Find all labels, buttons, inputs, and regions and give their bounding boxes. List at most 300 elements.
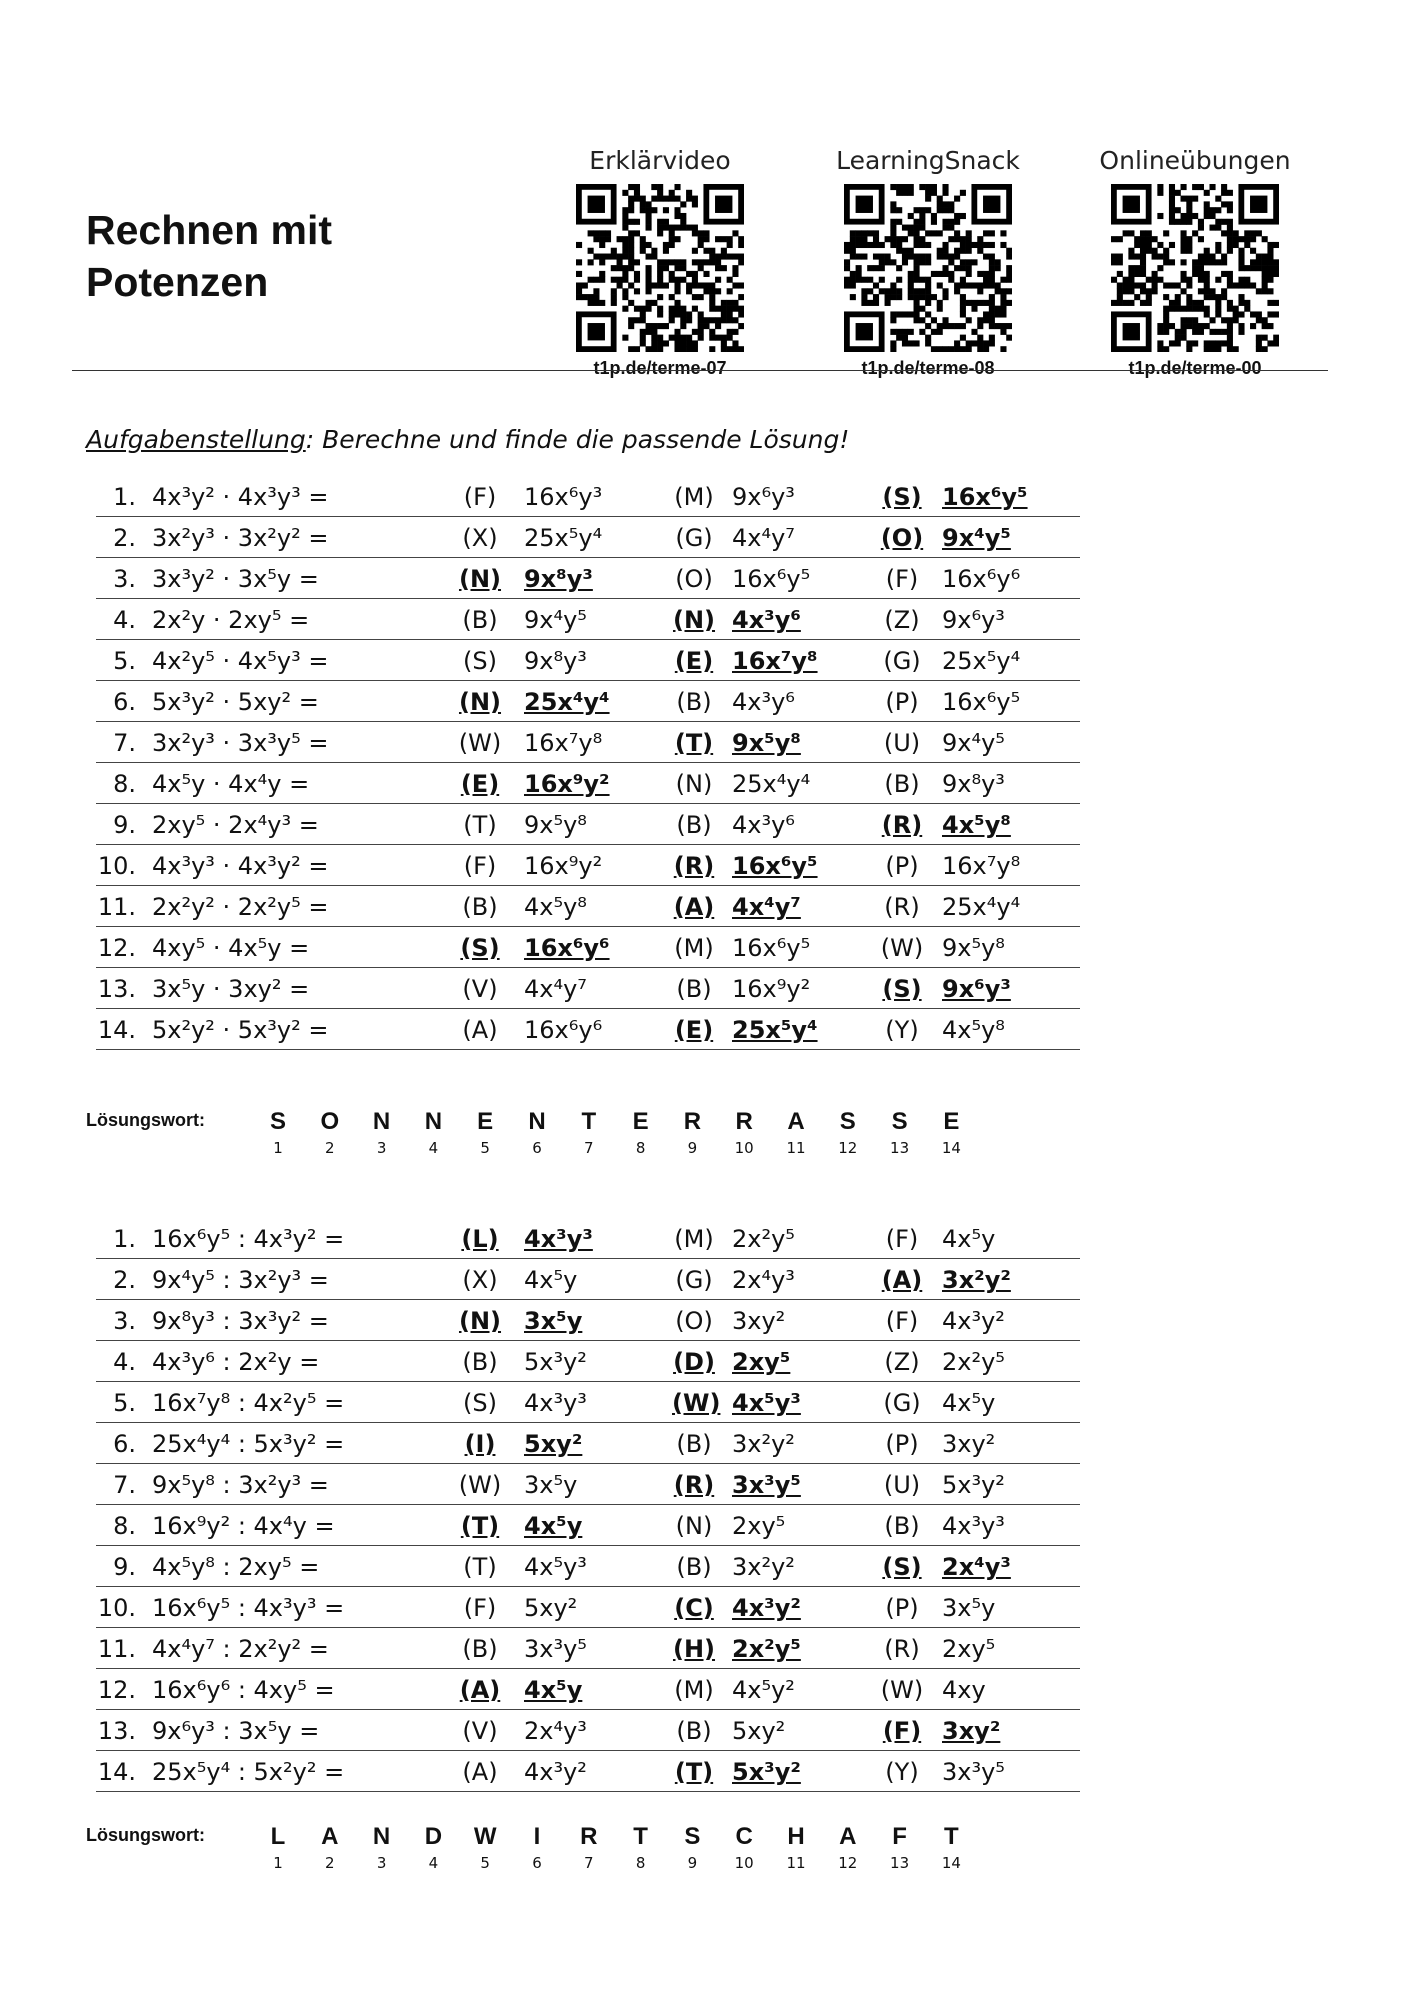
exercise-row xyxy=(96,968,1080,1009)
answer-value[interactable]: 4x⁵y³ xyxy=(524,1553,587,1581)
exercise-row xyxy=(96,1546,1080,1587)
answer-letter[interactable]: (H) xyxy=(672,1635,716,1663)
exercise-expression: 4x⁵y⁸ : 2xy⁵ = xyxy=(152,1553,320,1581)
answer-value[interactable]: 3x⁵y xyxy=(942,1594,996,1622)
solution-letter: A xyxy=(839,1823,857,1850)
exercise-number: 9. xyxy=(113,811,136,839)
qr-label: Onlineübungen xyxy=(1099,146,1291,175)
exercise-number: 3. xyxy=(113,1307,136,1335)
solution-index: 7 xyxy=(584,1854,594,1872)
exercise-expression: 9x⁴y⁵ : 3x²y³ = xyxy=(152,1266,329,1294)
answer-letter[interactable]: (R) xyxy=(673,852,715,880)
answer-value[interactable]: 9x⁴y⁵ xyxy=(524,606,587,634)
answer-value[interactable]: 3x²y² xyxy=(732,1430,795,1458)
solution-cell xyxy=(367,1823,397,1872)
answer-value[interactable]: 2xy⁵ xyxy=(732,1348,791,1376)
exercise-number: 8. xyxy=(113,770,136,798)
answer-letter[interactable]: (N) xyxy=(458,688,502,716)
answer-value[interactable]: 9x⁶y³ xyxy=(942,606,1005,634)
answer-letter[interactable]: (B) xyxy=(676,1553,712,1581)
header-divider xyxy=(72,370,1328,371)
exercise-number: 14. xyxy=(97,1758,136,1786)
exercise-expression: 25x⁵y⁴ : 5x²y² = xyxy=(152,1758,345,1786)
solution-cell xyxy=(367,1108,397,1157)
answer-value[interactable]: 25x⁴y⁴ xyxy=(732,770,811,798)
answer-value[interactable]: 3x³y⁵ xyxy=(524,1635,587,1663)
exercise-number: 4. xyxy=(113,606,136,634)
answer-value[interactable]: 16x⁶y⁶ xyxy=(524,1016,603,1044)
answer-value[interactable]: 16x⁶y³ xyxy=(524,483,603,511)
solution-cell xyxy=(885,1108,915,1157)
answer-value[interactable]: 16x⁶y⁶ xyxy=(524,934,610,962)
solution-index: 6 xyxy=(532,1139,542,1157)
answer-value[interactable]: 9x⁵y⁸ xyxy=(942,934,1005,962)
exercise-expression: 4x²y⁵ · 4x⁵y³ = xyxy=(152,647,329,675)
exercise-row xyxy=(96,640,1080,681)
solution-letter: S xyxy=(839,1108,856,1135)
answer-value[interactable]: 25x⁴y⁴ xyxy=(942,893,1021,921)
solution-letter: D xyxy=(424,1823,443,1850)
answer-letter[interactable]: (L) xyxy=(461,1225,499,1253)
answer-value[interactable]: 2x²y⁵ xyxy=(732,1225,795,1253)
solution-cell xyxy=(522,1108,552,1157)
solution-cell xyxy=(729,1108,759,1157)
answer-value[interactable]: 2x²y⁵ xyxy=(942,1348,1005,1376)
answer-value[interactable]: 16x⁶y⁵ xyxy=(732,565,811,593)
exercise-row xyxy=(96,1628,1080,1669)
solution-letter: W xyxy=(473,1823,497,1850)
exercise-row xyxy=(96,1009,1080,1050)
solution-letter: I xyxy=(533,1823,541,1850)
answer-letter[interactable]: (Z) xyxy=(884,1348,920,1376)
answer-letter[interactable]: (U) xyxy=(883,1471,921,1499)
exercise-expression: 4xy⁵ · 4x⁵y = xyxy=(152,934,310,962)
answer-letter[interactable]: (E) xyxy=(674,1016,714,1044)
exercise-expression: 4x³y⁶ : 2x²y = xyxy=(152,1348,320,1376)
answer-letter[interactable]: (O) xyxy=(675,565,713,593)
solution-letter: A xyxy=(321,1823,339,1850)
answer-letter[interactable]: (B) xyxy=(462,606,498,634)
qr-code-icon xyxy=(576,184,744,352)
answer-value[interactable]: 9x⁸y³ xyxy=(942,770,1005,798)
answer-letter[interactable]: (P) xyxy=(885,688,919,716)
answer-value[interactable]: 16x⁶y⁵ xyxy=(732,852,818,880)
answer-value[interactable]: 4x⁵y⁸ xyxy=(524,893,587,921)
answer-letter[interactable]: (B) xyxy=(676,811,712,839)
answer-letter[interactable]: (N) xyxy=(672,606,716,634)
solution-label: Lösungswort: xyxy=(86,1825,205,1845)
answer-value[interactable]: 2x⁴y³ xyxy=(524,1717,587,1745)
answer-letter[interactable]: (S) xyxy=(463,1389,497,1417)
exercise-expression: 16x⁷y⁸ : 4x²y⁵ = xyxy=(152,1389,345,1417)
exercise-number: 3. xyxy=(113,565,136,593)
answer-value[interactable]: 9x⁴y⁵ xyxy=(942,729,1005,757)
answer-value[interactable]: 16x⁹y² xyxy=(524,852,603,880)
answer-letter[interactable]: (B) xyxy=(462,893,498,921)
answer-value[interactable]: 4x⁵y xyxy=(524,1512,583,1540)
answer-letter[interactable]: (R) xyxy=(881,811,923,839)
answer-letter[interactable]: (G) xyxy=(883,647,921,675)
exercise-row xyxy=(96,558,1080,599)
solution-index: 5 xyxy=(480,1139,490,1157)
exercise-number: 1. xyxy=(113,1225,136,1253)
answer-value[interactable]: 16x⁶y⁵ xyxy=(942,483,1028,511)
qr-url[interactable]: t1p.de/terme-08 xyxy=(861,358,995,378)
solution-letter: N xyxy=(372,1108,391,1135)
solution-cell xyxy=(263,1823,293,1872)
answer-letter[interactable]: (A) xyxy=(459,1676,501,1704)
answer-letter[interactable]: (Y) xyxy=(885,1758,919,1786)
answer-value[interactable]: 3xy² xyxy=(732,1307,786,1335)
solution-cell xyxy=(781,1108,811,1157)
answer-letter[interactable]: (E) xyxy=(674,647,714,675)
answer-letter[interactable]: (N) xyxy=(458,1307,502,1335)
solution-index: 9 xyxy=(687,1854,698,1872)
answer-letter[interactable]: (N) xyxy=(458,565,502,593)
solution-cell xyxy=(936,1823,966,1872)
page-title xyxy=(86,204,332,308)
answer-letter[interactable]: (A) xyxy=(881,1266,923,1294)
qr-url[interactable]: t1p.de/terme-07 xyxy=(593,358,727,378)
answer-letter[interactable]: (G) xyxy=(675,1266,713,1294)
exercise-expression: 25x⁴y⁴ : 5x³y² = xyxy=(152,1430,345,1458)
answer-value[interactable]: 4x³y³ xyxy=(524,1225,593,1253)
solution-cell xyxy=(626,1108,656,1157)
solution-cell xyxy=(418,1823,448,1872)
exercise-expression: 16x⁶y⁵ : 4x³y³ = xyxy=(152,1594,345,1622)
answer-letter[interactable]: (X) xyxy=(462,524,498,552)
answer-letter[interactable]: (G) xyxy=(675,524,713,552)
answer-letter[interactable]: (O) xyxy=(880,524,924,552)
answer-letter[interactable]: (R) xyxy=(673,1471,715,1499)
answer-letter[interactable]: (E) xyxy=(460,770,500,798)
exercise-number: 8. xyxy=(113,1512,136,1540)
answer-value[interactable]: 2x⁴y³ xyxy=(942,1553,1011,1581)
answer-letter[interactable]: (B) xyxy=(884,1512,920,1540)
answer-value[interactable]: 4x⁴y⁷ xyxy=(732,893,801,921)
answer-value[interactable]: 2xy⁵ xyxy=(942,1635,996,1663)
answer-value[interactable]: 5x³y² xyxy=(524,1348,587,1376)
solution-letter: F xyxy=(892,1823,907,1850)
answer-letter[interactable]: (M) xyxy=(674,1225,714,1253)
answer-value[interactable]: 4x⁵y xyxy=(524,1266,578,1294)
answer-value[interactable]: 4x³y⁶ xyxy=(732,688,795,716)
solution-letter: T xyxy=(633,1823,648,1850)
answer-value[interactable]: 2xy⁵ xyxy=(732,1512,786,1540)
answer-letter[interactable]: (M) xyxy=(674,934,714,962)
answer-value[interactable]: 2x⁴y³ xyxy=(732,1266,795,1294)
exercise-table-division xyxy=(96,1218,1080,1792)
exercise-expression: 4x³y³ · 4x³y² = xyxy=(152,852,329,880)
exercise-row xyxy=(96,1751,1080,1792)
answer-letter[interactable]: (B) xyxy=(462,1348,498,1376)
answer-letter[interactable]: (T) xyxy=(674,729,714,757)
exercise-number: 13. xyxy=(97,975,136,1003)
answer-value[interactable]: 3xy² xyxy=(942,1717,1001,1745)
answer-letter[interactable]: (F) xyxy=(885,1307,919,1335)
answer-letter[interactable]: (P) xyxy=(885,852,919,880)
solution-letter: S xyxy=(684,1823,701,1850)
answer-letter[interactable]: (S) xyxy=(882,975,922,1003)
solution-index: 10 xyxy=(734,1854,754,1872)
answer-letter[interactable]: (I) xyxy=(464,1430,496,1458)
answer-letter[interactable]: (U) xyxy=(883,729,921,757)
answer-letter[interactable]: (F) xyxy=(463,852,497,880)
answer-value[interactable]: 3x³y⁵ xyxy=(732,1471,801,1499)
exercise-expression: 9x⁵y⁸ : 3x²y³ = xyxy=(152,1471,329,1499)
answer-value[interactable]: 25x⁵y⁴ xyxy=(732,1016,818,1044)
solution-cell xyxy=(315,1108,345,1157)
answer-letter[interactable]: (P) xyxy=(885,1430,919,1458)
answer-letter[interactable]: (P) xyxy=(885,1594,919,1622)
answer-letter[interactable]: (C) xyxy=(674,1594,714,1622)
exercise-row xyxy=(96,1341,1080,1382)
answer-letter[interactable]: (W) xyxy=(458,729,502,757)
exercise-row xyxy=(96,763,1080,804)
answer-value[interactable]: 4x⁵y xyxy=(942,1389,996,1417)
answer-value[interactable]: 3x⁵y xyxy=(524,1307,583,1335)
answer-value[interactable]: 4x³y⁶ xyxy=(732,811,795,839)
answer-value[interactable]: 3x³y⁵ xyxy=(942,1758,1005,1786)
exercise-row xyxy=(96,1423,1080,1464)
solution-letter: T xyxy=(581,1108,597,1135)
solution-letter: R xyxy=(735,1108,753,1135)
answer-value[interactable]: 16x⁹y² xyxy=(524,770,610,798)
exercise-expression: 16x⁶y⁵ : 4x³y² = xyxy=(152,1225,345,1253)
answer-value[interactable]: 4x⁵y³ xyxy=(732,1389,801,1417)
answer-letter[interactable]: (T) xyxy=(674,1758,714,1786)
solution-index: 3 xyxy=(376,1139,387,1157)
solution-letter: H xyxy=(787,1823,805,1850)
solution-index: 3 xyxy=(376,1854,387,1872)
answer-value[interactable]: 9x⁴y⁵ xyxy=(942,524,1011,552)
answer-value[interactable]: 4x⁵y² xyxy=(732,1676,795,1704)
answer-letter[interactable]: (Y) xyxy=(885,1016,919,1044)
solution-letter: S xyxy=(891,1108,908,1135)
answer-letter[interactable]: (M) xyxy=(674,1676,714,1704)
solution-cell xyxy=(263,1108,293,1157)
answer-value[interactable]: 4x⁵y xyxy=(524,1676,583,1704)
answer-value[interactable]: 3x⁵y xyxy=(524,1471,578,1499)
exercise-row xyxy=(96,1505,1080,1546)
answer-value[interactable]: 4x⁵y xyxy=(942,1225,996,1253)
answer-value[interactable]: 5xy² xyxy=(524,1594,578,1622)
answer-letter[interactable]: (F) xyxy=(463,483,497,511)
answer-letter[interactable]: (W) xyxy=(672,1389,721,1417)
answer-letter[interactable]: (D) xyxy=(673,1348,715,1376)
answer-letter[interactable]: (W) xyxy=(458,1471,502,1499)
solution-cell xyxy=(574,1823,604,1872)
solution-cell xyxy=(677,1108,707,1157)
exercise-row xyxy=(96,927,1080,968)
solution-cell xyxy=(833,1108,863,1157)
answer-value[interactable]: 5x³y² xyxy=(942,1471,1005,1499)
answer-value[interactable]: 9x⁵y⁸ xyxy=(524,811,587,839)
solution-letter: E xyxy=(477,1108,494,1135)
solution-index: 2 xyxy=(325,1139,335,1157)
answer-letter[interactable]: (B) xyxy=(676,975,712,1003)
solution-letter: C xyxy=(735,1823,753,1850)
solution-letter: S xyxy=(269,1108,286,1135)
solution-letter: L xyxy=(270,1823,286,1850)
answer-letter[interactable]: (W) xyxy=(880,934,924,962)
answer-value[interactable]: 4x⁵y⁸ xyxy=(942,1016,1005,1044)
exercise-number: 9. xyxy=(113,1553,136,1581)
answer-letter[interactable]: (R) xyxy=(884,893,920,921)
answer-value[interactable]: 4x³y³ xyxy=(524,1389,587,1417)
answer-letter[interactable]: (R) xyxy=(884,1635,920,1663)
solution-letter: N xyxy=(424,1108,443,1135)
qr-block-exercises[interactable] xyxy=(1080,146,1310,379)
answer-value[interactable]: 4x³y² xyxy=(524,1758,587,1786)
exercise-expression: 3x²y³ · 3x²y² = xyxy=(152,524,329,552)
answer-value[interactable]: 16x⁷y⁸ xyxy=(732,647,818,675)
solution-cell xyxy=(936,1108,966,1157)
exercise-expression: 2x²y² · 2x²y⁵ = xyxy=(152,893,329,921)
exercise-row xyxy=(96,1587,1080,1628)
answer-value[interactable]: 5x³y² xyxy=(732,1758,801,1786)
exercise-number: 11. xyxy=(97,893,136,921)
exercise-row xyxy=(96,1218,1080,1259)
solution-label: Lösungswort: xyxy=(86,1110,205,1130)
answer-value[interactable]: 16x⁹y² xyxy=(732,975,811,1003)
exercise-row xyxy=(96,845,1080,886)
answer-value[interactable]: 16x⁷y⁸ xyxy=(942,852,1021,880)
exercise-row xyxy=(96,1669,1080,1710)
answer-letter[interactable]: (G) xyxy=(883,1389,921,1417)
answer-letter[interactable]: (M) xyxy=(674,483,714,511)
answer-letter[interactable]: (B) xyxy=(676,1430,712,1458)
answer-value[interactable]: 4x³y² xyxy=(732,1594,801,1622)
qr-label: LearningSnack xyxy=(836,146,1020,175)
exercise-number: 5. xyxy=(113,647,136,675)
answer-value[interactable]: 4x⁴y⁷ xyxy=(524,975,587,1003)
answer-value[interactable]: 3xy² xyxy=(942,1430,996,1458)
solution-index: 12 xyxy=(838,1854,858,1872)
answer-letter[interactable]: (S) xyxy=(463,647,497,675)
answer-letter[interactable]: (O) xyxy=(675,1307,713,1335)
answer-letter[interactable]: (V) xyxy=(462,975,498,1003)
answer-letter[interactable]: (T) xyxy=(460,1512,500,1540)
answer-letter[interactable]: (S) xyxy=(882,483,922,511)
answer-value[interactable]: 25x⁵y⁴ xyxy=(524,524,603,552)
answer-value[interactable]: 9x⁶y³ xyxy=(942,975,1011,1003)
solution-letter: E xyxy=(943,1108,960,1135)
answer-letter[interactable]: (A) xyxy=(673,893,715,921)
answer-letter[interactable]: (B) xyxy=(884,770,920,798)
solution-letter: N xyxy=(372,1823,391,1850)
answer-value[interactable]: 5xy² xyxy=(524,1430,583,1458)
solution-cell xyxy=(522,1823,552,1872)
exercise-number: 10. xyxy=(97,1594,136,1622)
answer-letter[interactable]: (N) xyxy=(675,1512,713,1540)
answer-letter[interactable]: (Z) xyxy=(884,606,920,634)
solution-index: 14 xyxy=(941,1854,961,1872)
answer-value[interactable]: 3x²y² xyxy=(732,1553,795,1581)
qr-url[interactable]: t1p.de/terme-00 xyxy=(1128,358,1262,378)
answer-letter[interactable]: (S) xyxy=(460,934,500,962)
task-text: : Berechne und finde die passende Lösung! xyxy=(305,425,850,454)
answer-value[interactable]: 5xy² xyxy=(732,1717,786,1745)
solution-index: 12 xyxy=(838,1139,858,1157)
answer-value[interactable]: 4xy xyxy=(942,1676,986,1704)
answer-letter[interactable]: (F) xyxy=(882,1717,922,1745)
solution-cell xyxy=(781,1823,811,1872)
answer-letter[interactable]: (T) xyxy=(463,1553,497,1581)
exercise-expression: 4x⁴y⁷ : 2x²y² = xyxy=(152,1635,329,1663)
answer-value[interactable]: 9x⁶y³ xyxy=(732,483,795,511)
exercise-expression: 3x²y³ · 3x³y⁵ = xyxy=(152,729,329,757)
answer-letter[interactable]: (A) xyxy=(462,1016,498,1044)
solution-index: 8 xyxy=(635,1854,646,1872)
answer-value[interactable]: 25x⁵y⁴ xyxy=(942,647,1021,675)
answer-value[interactable]: 16x⁶y⁵ xyxy=(732,934,811,962)
answer-value[interactable]: 4x⁵y⁸ xyxy=(942,811,1011,839)
answer-value[interactable]: 4x³y³ xyxy=(942,1512,1005,1540)
solution-cell xyxy=(418,1108,448,1157)
exercise-row xyxy=(96,804,1080,845)
solution-cell xyxy=(574,1108,604,1157)
answer-letter[interactable]: (X) xyxy=(462,1266,498,1294)
answer-value[interactable]: 16x⁶y⁵ xyxy=(942,688,1021,716)
answer-value[interactable]: 4x³y⁶ xyxy=(732,606,801,634)
exercise-number: 5. xyxy=(113,1389,136,1417)
solution-cell xyxy=(729,1823,759,1872)
answer-value[interactable]: 9x⁸y³ xyxy=(524,647,587,675)
solution-cell xyxy=(626,1823,656,1872)
exercise-expression: 9x⁸y³ : 3x³y² = xyxy=(152,1307,329,1335)
qr-block-snack[interactable] xyxy=(813,146,1043,379)
solution-index: 9 xyxy=(687,1139,698,1157)
exercise-row xyxy=(96,722,1080,763)
answer-letter[interactable]: (T) xyxy=(463,811,497,839)
answer-value[interactable]: 25x⁴y⁴ xyxy=(524,688,610,716)
answer-value[interactable]: 3x²y² xyxy=(942,1266,1011,1294)
title-line-1: Rechnen mit xyxy=(86,207,333,253)
answer-value[interactable]: 2x²y⁵ xyxy=(732,1635,801,1663)
answer-value[interactable]: 9x⁵y⁸ xyxy=(732,729,801,757)
answer-value[interactable]: 16x⁶y⁶ xyxy=(942,565,1021,593)
solution-index: 1 xyxy=(273,1854,283,1872)
exercise-number: 13. xyxy=(97,1717,136,1745)
exercise-row xyxy=(96,1710,1080,1751)
answer-letter[interactable]: (F) xyxy=(463,1594,497,1622)
qr-code-icon xyxy=(1111,184,1279,352)
answer-value[interactable]: 4x⁴y⁷ xyxy=(732,524,795,552)
answer-letter[interactable]: (S) xyxy=(882,1553,922,1581)
answer-letter[interactable]: (F) xyxy=(885,1225,919,1253)
solution-cell xyxy=(470,1108,500,1157)
answer-letter[interactable]: (B) xyxy=(462,1635,498,1663)
answer-letter[interactable]: (F) xyxy=(885,565,919,593)
exercise-expression: 3x³y² · 3x⁵y = xyxy=(152,565,319,593)
answer-value[interactable]: 4x³y² xyxy=(942,1307,1005,1335)
exercise-table-multiplication xyxy=(96,476,1080,1050)
answer-letter[interactable]: (V) xyxy=(462,1717,498,1745)
solution-index: 13 xyxy=(890,1139,910,1157)
answer-letter[interactable]: (N) xyxy=(675,770,713,798)
exercise-row xyxy=(96,886,1080,927)
solution-cell xyxy=(677,1823,707,1872)
answer-value[interactable]: 16x⁷y⁸ xyxy=(524,729,603,757)
answer-letter[interactable]: (B) xyxy=(676,688,712,716)
task-lead: Aufgabenstellung xyxy=(86,425,306,454)
answer-value[interactable]: 9x⁸y³ xyxy=(524,565,593,593)
qr-block-video[interactable] xyxy=(545,146,775,379)
answer-letter[interactable]: (W) xyxy=(880,1676,924,1704)
answer-letter[interactable]: (A) xyxy=(462,1758,498,1786)
answer-letter[interactable]: (B) xyxy=(676,1717,712,1745)
